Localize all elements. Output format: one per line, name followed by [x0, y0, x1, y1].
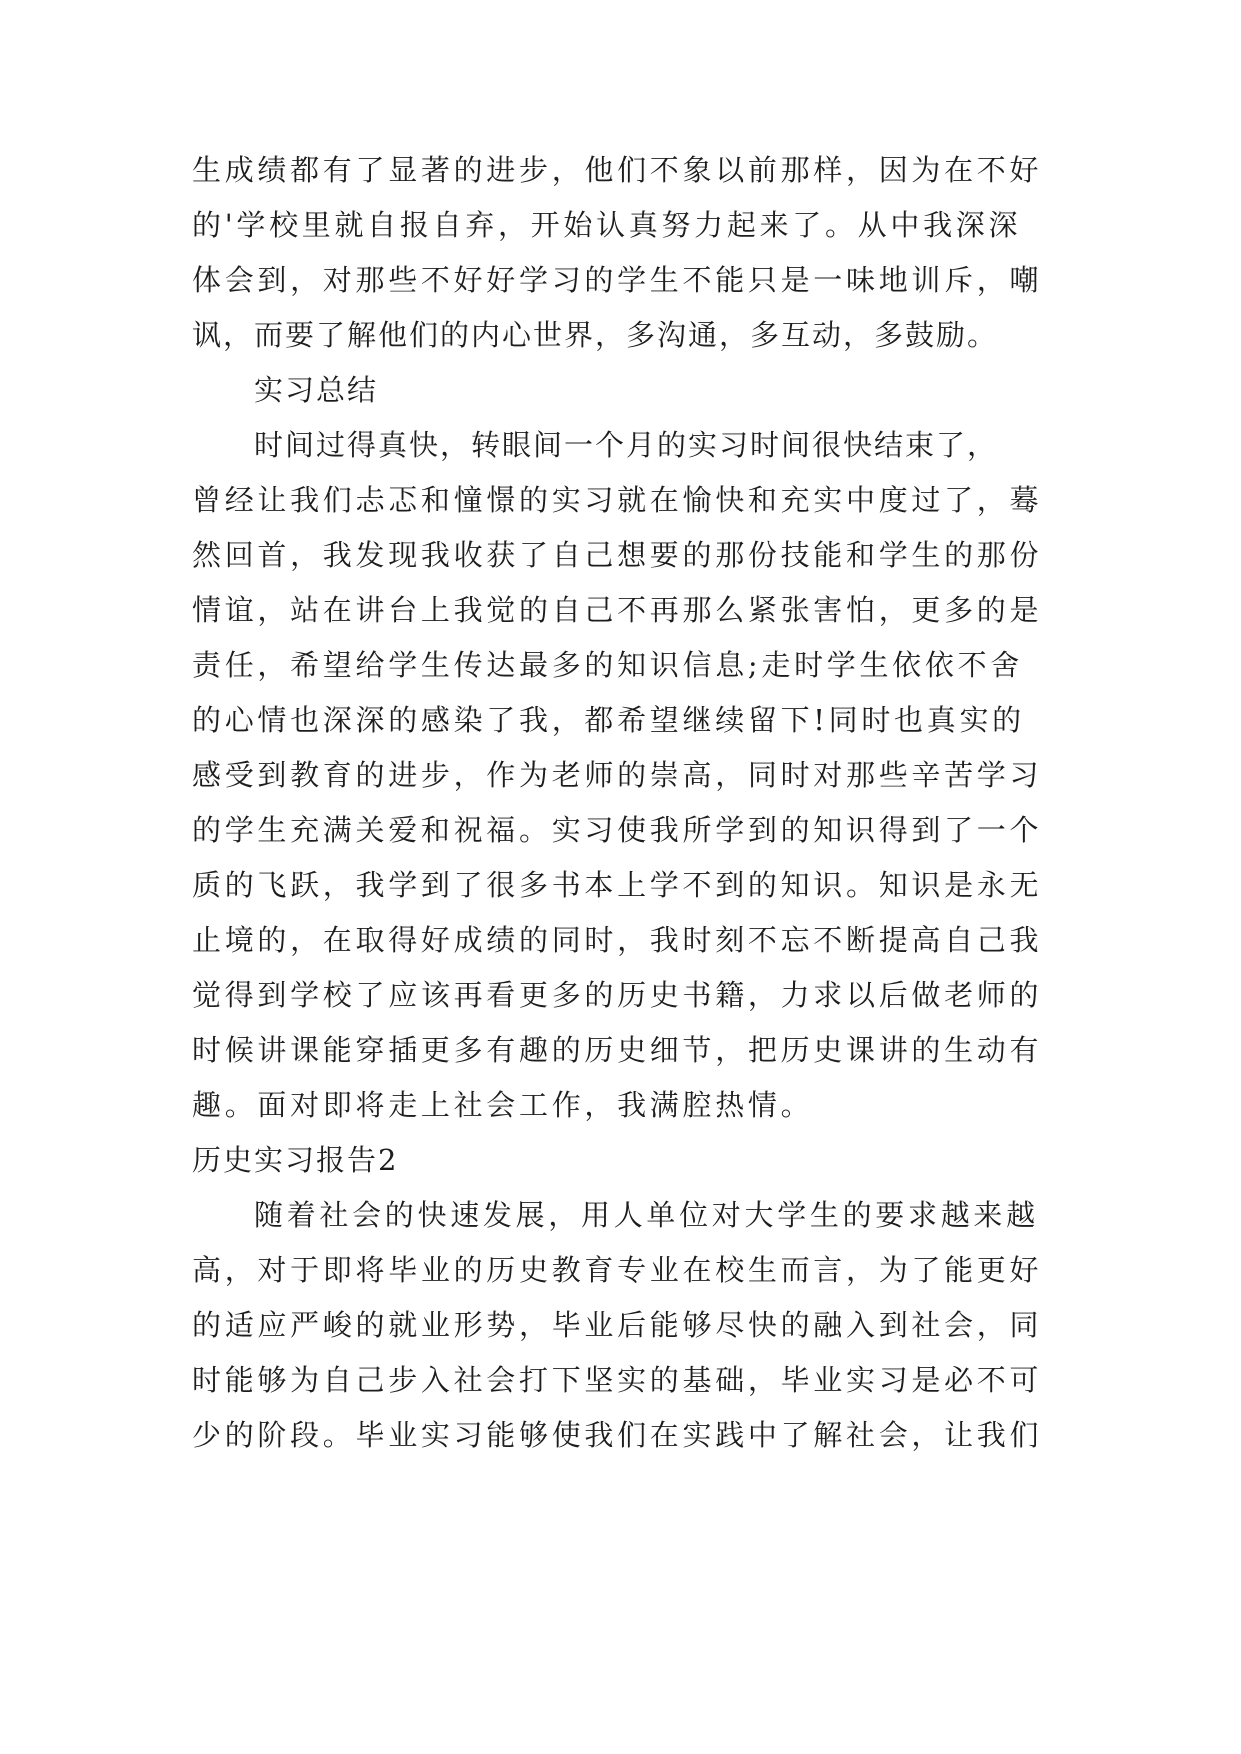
body-line-14: 质的飞跃，我学到了很多书本上学不到的知识。知识是永无: [192, 868, 1043, 902]
body-line-23: 时能够为自己步入社会打下坚实的基础，毕业实习是必不可: [192, 1363, 1043, 1397]
body-line-6: 时间过得真快，转眼间一个月的实习时间很快结束了，: [254, 428, 999, 462]
body-line-3: 体会到，对那些不好好学习的学生不能只是一味地训斥，嘲: [192, 263, 1043, 297]
body-line-22: 的适应严峻的就业形势，毕业后能够尽快的融入到社会，同: [192, 1308, 1043, 1342]
body-line-18: 趣。面对即将走上社会工作，我满腔热情。: [192, 1088, 814, 1122]
body-line-13: 的学生充满关爱和祝福。实习使我所学到的知识得到了一个: [192, 813, 1043, 847]
body-line-11: 的心情也深深的感染了我，都希望继续留下!同时也真实的: [192, 703, 1025, 737]
body-line-2: 的'学校里就自报自弃，开始认真努力起来了。从中我深深: [192, 208, 1022, 242]
body-line-21: 高，对于即将毕业的历史教育专业在校生而言，为了能更好: [192, 1253, 1043, 1287]
body-line-12: 感受到教育的进步，作为老师的崇高，同时对那些辛苦学习: [192, 758, 1043, 792]
body-line-15: 止境的，在取得好成绩的同时，我时刻不忘不断提高自己我: [192, 923, 1043, 957]
body-line-9: 情谊，站在讲台上我觉的自己不再那么紧张害怕，更多的是: [192, 593, 1043, 627]
body-line-16: 觉得到学校了应该再看更多的历史书籍，力求以后做老师的: [192, 978, 1043, 1012]
body-line-20: 随着社会的快速发展，用人单位对大学生的要求越来越: [254, 1198, 1039, 1232]
body-line-10: 责任，希望给学生传达最多的知识信息;走时学生依依不舍: [192, 648, 1023, 682]
body-line-1: 生成绩都有了显著的进步，他们不象以前那样，因为在不好: [192, 153, 1043, 187]
section-heading-summary: 实习总结: [254, 373, 379, 407]
body-line-17: 时候讲课能穿插更多有趣的历史细节，把历史课讲的生动有: [192, 1033, 1043, 1067]
body-line-24: 少的阶段。毕业实习能够使我们在实践中了解社会，让我们: [192, 1418, 1043, 1452]
body-line-7: 曾经让我们忐忑和憧憬的实习就在愉快和充实中度过了，蓦: [192, 483, 1043, 517]
body-line-4: 讽，而要了解他们的内心世界，多沟通，多互动，多鼓励。: [192, 318, 999, 352]
section-heading-report-2: 历史实习报告2: [192, 1143, 399, 1177]
body-line-8: 然回首，我发现我收获了自己想要的那份技能和学生的那份: [192, 538, 1043, 572]
